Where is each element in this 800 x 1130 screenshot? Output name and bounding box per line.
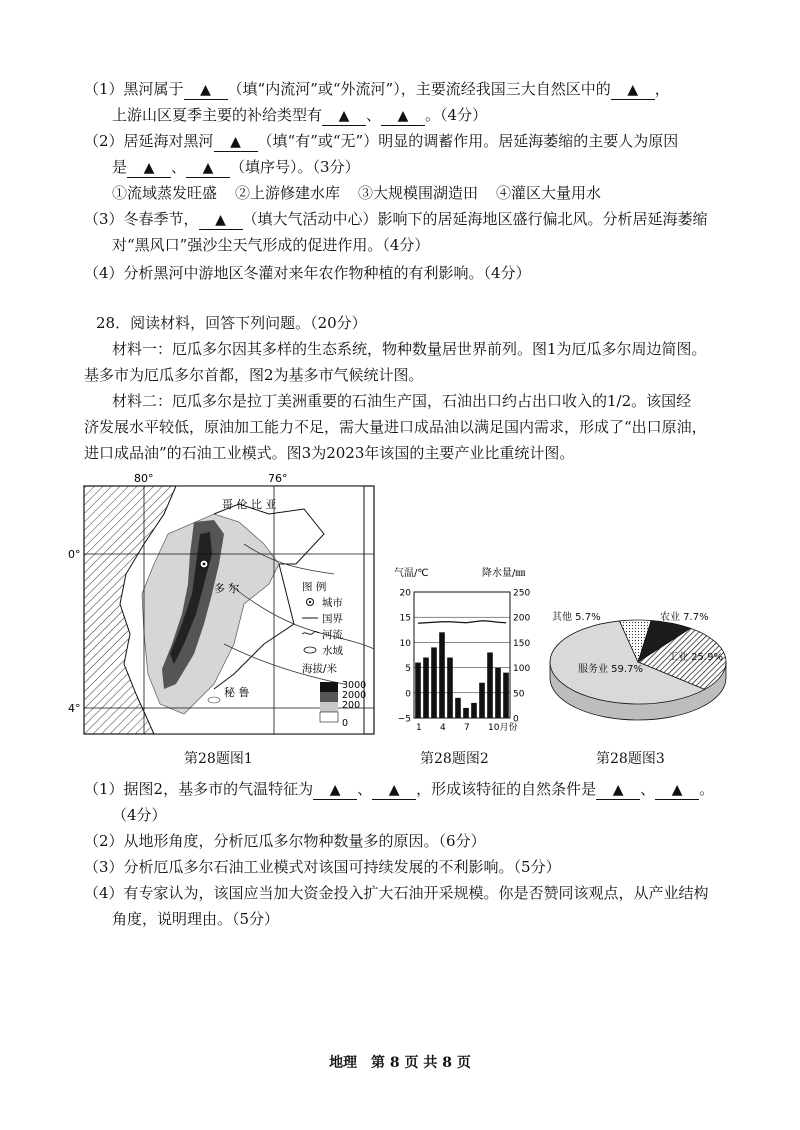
y2-tick-label: 150	[513, 638, 531, 649]
map-lon-label: 76°	[268, 474, 288, 485]
q27-2-options	[112, 180, 601, 206]
q27-3-line1: （3）冬春季节， ▲ （填大气活动中心）影响下的居延海地区盛行偏北风。分析居延海萎缩	[84, 210, 708, 228]
precip-bar	[415, 663, 421, 718]
svg-text:水域: 水域	[322, 645, 343, 657]
material-2-line1: 材料二：厄瓜多尔是拉丁美洲重要的石油生产国，石油出口约占出口收入的1/2。该国经	[112, 392, 692, 410]
x-tick-label: 4	[440, 723, 446, 733]
country-label-colombia: 哥 伦 比 亚	[222, 498, 277, 511]
x-tick-label: 10月份	[488, 723, 518, 733]
answer-blank[interactable]: ▲	[381, 106, 425, 126]
precip-bar	[463, 708, 469, 718]
answer-blank[interactable]: ▲	[184, 80, 228, 100]
precip-bar	[439, 632, 445, 718]
svg-text:河流: 河流	[322, 629, 343, 641]
y-tick-label: 15	[399, 613, 411, 624]
option: ②上游修建水库	[235, 184, 341, 202]
svg-text:200: 200	[342, 700, 361, 711]
y-tick-label: 0	[405, 689, 411, 700]
y-axis-label: 气温/℃	[394, 568, 429, 579]
option: ④灌区大量用水	[496, 184, 602, 202]
precip-bar	[479, 683, 485, 718]
map-lon-label: 80°	[134, 474, 154, 485]
precip-bar	[503, 673, 509, 718]
answer-blank[interactable]: ▲	[372, 780, 416, 800]
answer-blank[interactable]: ▲	[322, 106, 366, 126]
y2-tick-label: 250	[513, 588, 531, 599]
answer-blank[interactable]: ▲	[127, 158, 171, 178]
q28-1-line2: （4分）	[112, 806, 167, 824]
precip-bar	[471, 703, 477, 718]
option: ③大规模围湖造田	[358, 184, 479, 202]
y2-axis-label: 降水量/㎜	[482, 568, 526, 579]
answer-blank[interactable]: ▲	[655, 780, 699, 800]
q28-4-line1: （4）有专家认为，该国应当加大资金投入扩大石油开采规模。你是否赞同该观点，从产业结构	[84, 884, 709, 902]
q27-2-line1: （2）居延海对黑河 ▲ （填“有”或“无”）明显的调蓄作用。居延海萎缩的主要人为原因	[84, 132, 679, 150]
x-tick-label: 7	[464, 723, 470, 733]
pie-slice-label: 其他 5.7%	[552, 612, 601, 623]
precip-bar	[447, 658, 453, 718]
figure-2-caption: 第28题图2	[420, 751, 489, 767]
y2-tick-label: 100	[513, 664, 531, 675]
answer-blank[interactable]: ▲	[199, 210, 243, 230]
answer-blank[interactable]: ▲	[313, 780, 357, 800]
map-lat-label: 4°	[68, 702, 81, 715]
q28-3: （3）分析厄瓜多尔石油工业模式对该国可持续发展的不利影响。（5分）	[84, 858, 561, 876]
y2-tick-label: 200	[513, 613, 531, 624]
answer-blank[interactable]: ▲	[611, 80, 655, 100]
option: ①流域蒸发旺盛	[112, 184, 218, 202]
pie-slice-label: 农业 7.7%	[660, 612, 709, 623]
q27-1-line1: （1）黑河属于 ▲ （填“内流河”或“外流河”），主要流经我国三大自然区中的 ▲ ，	[84, 80, 670, 98]
answer-blank[interactable]: ▲	[596, 780, 640, 800]
precip-bar	[487, 652, 493, 718]
precip-bar	[431, 647, 437, 718]
pie-slice-label: 服务业 59.7%	[578, 664, 643, 675]
svg-text:城市: 城市	[322, 597, 343, 609]
precip-bar	[455, 698, 461, 718]
map-lat-label: 0°	[68, 548, 81, 561]
q28-4-line2: 角度，说明理由。（5分）	[112, 910, 280, 928]
q28-1-line1: （1）据图2，基多市的气温特征为 ▲ 、 ▲ ，形成该特征的自然条件是 ▲ 、 ▲ 。	[84, 780, 715, 798]
svg-text:2000: 2000	[342, 690, 367, 701]
q28-title: 28．阅读材料，回答下列问题。（20分）	[96, 314, 367, 332]
q27-3-line2: 对“黑风口”强沙尘天气形成的促进作用。（4分）	[112, 236, 430, 254]
figure-1-caption: 第28题图1	[184, 751, 253, 767]
country-label-peru: 秘 鲁	[224, 686, 250, 699]
y-tick-label: 5	[405, 664, 411, 675]
svg-text:海拔/米: 海拔/米	[302, 663, 338, 675]
svg-text:图 例: 图 例	[302, 581, 327, 593]
q28-2: （2）从地形角度，分析厄瓜多尔物种数量多的原因。（6分）	[84, 832, 486, 850]
figure-3-caption: 第28题图3	[596, 751, 665, 767]
y2-tick-label: 0	[513, 714, 519, 725]
y2-tick-label: 50	[513, 689, 525, 700]
precip-bar	[423, 658, 429, 718]
material-1-line1: 材料一：厄瓜多尔因其多样的生态系统，物种数量居世界前列。图1为厄瓜多尔周边简图。	[112, 340, 707, 358]
x-tick-label: 1	[416, 723, 422, 733]
svg-text:国界: 国界	[322, 613, 343, 625]
q27-1-line2: 上游山区夏季主要的补给类型有 ▲ 、 ▲ 。（4分）	[112, 106, 488, 124]
material-1-line2: 基多市为厄瓜多尔首都，图2为基多市气候统计图。	[84, 366, 424, 384]
svg-text:3000: 3000	[342, 680, 367, 691]
precip-bar	[495, 668, 501, 718]
climate-chart	[388, 562, 538, 742]
material-2-line3: 进口成品油”的石油工业模式。图3为2023年该国的主要产业比重统计图。	[84, 444, 575, 462]
y-tick-label: 10	[399, 638, 411, 649]
pie-slice-label: 工业 25.9%	[668, 652, 723, 663]
q27-4: （4）分析黑河中游地区冬灌对来年农作物种植的有利影响。（4分）	[84, 264, 531, 282]
country-label-ecuador: 多 尔	[214, 582, 240, 595]
y-tick-label: −5	[397, 714, 411, 725]
answer-blank[interactable]: ▲	[214, 132, 258, 152]
y-tick-label: 20	[399, 588, 411, 599]
answer-blank[interactable]: ▲	[186, 158, 230, 178]
ecuador-map-figure	[64, 474, 384, 744]
svg-text:0: 0	[342, 718, 349, 729]
page-footer: 地理 第 8 页 共 8 页	[329, 1055, 471, 1071]
material-2-line2: 济发展水平较低，原油加工能力不足，需大量进口成品油以满足国内需求，形成了“出口原油，	[84, 418, 707, 436]
industry-pie-chart	[538, 600, 738, 740]
q27-2-line2: 是 ▲ 、 ▲ （填序号）。（3分）	[112, 158, 360, 176]
